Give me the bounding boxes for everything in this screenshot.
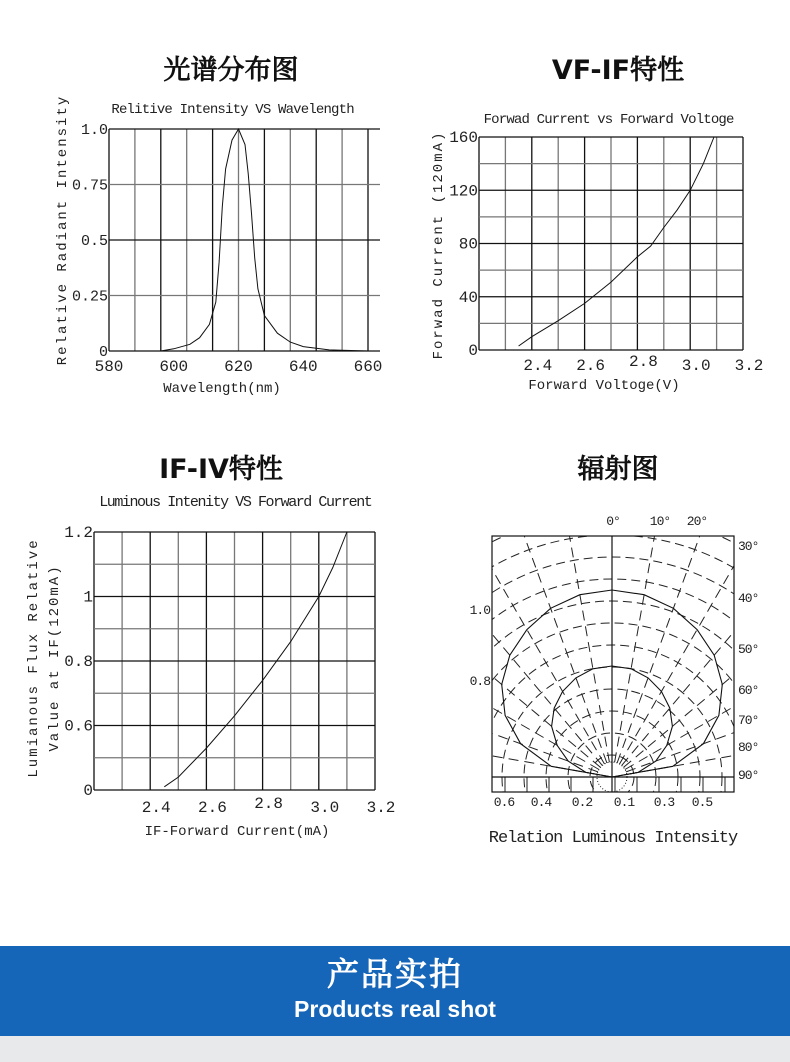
x-tick-label: 2.6 [576, 357, 606, 375]
intensity-label-bottom: 0.2 [571, 795, 593, 810]
chart-title: Forwad Current vs Forward Voltoge [483, 112, 735, 128]
y-tick-label: 0 [83, 782, 93, 800]
banner-title-en: Products real shot [294, 996, 496, 1022]
y-tick-label: 0.6 [64, 717, 93, 736]
angle-label-top: 0° [606, 514, 620, 529]
x-tick-label: 620 [224, 358, 253, 376]
y-tick-label: 40 [458, 288, 478, 307]
y-axis-label: Forwad Current (120mA) [431, 130, 447, 360]
x-tick-label: 640 [288, 358, 318, 376]
x-axis-label: IF-Forward Current(mA) [144, 824, 330, 840]
angle-label-top: 10° [649, 514, 671, 529]
dashed-angle-line [412, 431, 605, 764]
polar-axis-title: Relation Luminous Intensity [488, 829, 738, 848]
series-line [164, 532, 347, 787]
angle-label-right: 40° [738, 591, 759, 606]
intensity-label-bottom: 0.4 [530, 795, 552, 810]
spectrum-section-title: 光谱分布图 [163, 55, 299, 86]
banner-title-cn: 产品实拍 [326, 955, 463, 993]
dashed-angle-line [543, 383, 610, 762]
y-tick-label: 1 [83, 588, 93, 607]
dashed-angle-line [355, 471, 602, 766]
y-tick-label: 0 [98, 344, 108, 361]
y-tick-label: 0 [468, 342, 478, 360]
x-tick-label: 600 [159, 358, 189, 376]
chart-2 [431, 112, 763, 394]
photo-strip [0, 1036, 790, 1062]
if-iv-section-title: IF-IV特性 [159, 454, 283, 485]
y-tick-label: 0.75 [71, 177, 108, 195]
products-real-shot-banner [0, 946, 790, 1036]
y-axis-label: Relative Radiant Intensity [55, 94, 71, 366]
intensity-label-bottom: 0.6 [493, 795, 515, 810]
dashed-angle-line [306, 520, 601, 767]
x-tick-label: 3.2 [734, 357, 764, 375]
chart-title: Luminous Intenity VS Forward Current [99, 494, 373, 511]
y-tick-label: 80 [458, 235, 478, 254]
x-tick-label: 2.4 [141, 799, 171, 817]
dashed-angle-line [475, 401, 607, 763]
chart-title: Relitive Intensity VS Wavelength [111, 102, 355, 118]
y-axis-label: Lumianous Flux Relative [26, 538, 42, 778]
y-tick-label: 0.25 [71, 288, 108, 306]
x-axis-label: Wavelength(nm) [163, 381, 281, 397]
intensity-label-bottom: 0.1 [613, 795, 635, 810]
chart-1 [55, 95, 382, 397]
x-tick-label: 3.2 [366, 799, 396, 817]
dashed-angle-line [218, 708, 597, 775]
y-tick-label: 0.8 [64, 653, 93, 671]
x-tick-label: 660 [353, 358, 383, 376]
x-tick-label: 2.4 [523, 357, 553, 375]
y-tick-label: 160 [449, 129, 478, 147]
dashed-angle-line [617, 401, 749, 763]
angle-label-right: 90° [738, 768, 759, 783]
intensity-label-bottom: 0.5 [691, 795, 713, 810]
x-tick-label: 3.0 [310, 799, 340, 817]
y-axis-label: Value at IF(120mA) [47, 564, 63, 752]
x-axis-label: Forward Voltoge(V) [528, 378, 680, 394]
x-tick-label: 580 [94, 358, 124, 376]
intensity-label-left: 1.0 [469, 603, 490, 618]
angle-label-right: 70° [738, 713, 759, 728]
vf-if-section-title: VF-IF特性 [551, 55, 685, 86]
angle-label-top: 20° [686, 514, 708, 529]
y-tick-label: 1.0 [80, 122, 108, 139]
series-line [519, 137, 714, 346]
y-tick-label: 1.2 [64, 524, 93, 542]
y-tick-label: 0.5 [80, 233, 108, 250]
x-tick-label: 2.6 [197, 799, 227, 817]
angle-label-right: 30° [738, 539, 759, 554]
angle-label-right: 60° [738, 683, 759, 698]
y-tick-label: 120 [449, 182, 478, 201]
angle-label-right: 80° [738, 740, 759, 755]
dashed-angle-line [266, 577, 599, 770]
angle-label-right: 50° [738, 642, 759, 657]
radiation-section-title: 辐射图 [577, 454, 659, 485]
intensity-label-bottom: 0.3 [653, 795, 675, 810]
intensity-label-left: 0.8 [469, 674, 490, 689]
x-tick-label: 2.8 [628, 353, 658, 371]
chart-3 [26, 494, 395, 840]
dashed-angle-line [620, 431, 790, 764]
dashed-angle-line [626, 640, 790, 772]
x-tick-label: 3.0 [681, 357, 711, 375]
dashed-angle-line [625, 577, 790, 770]
x-tick-label: 2.8 [254, 795, 284, 813]
dashed-angle-line [615, 383, 682, 762]
